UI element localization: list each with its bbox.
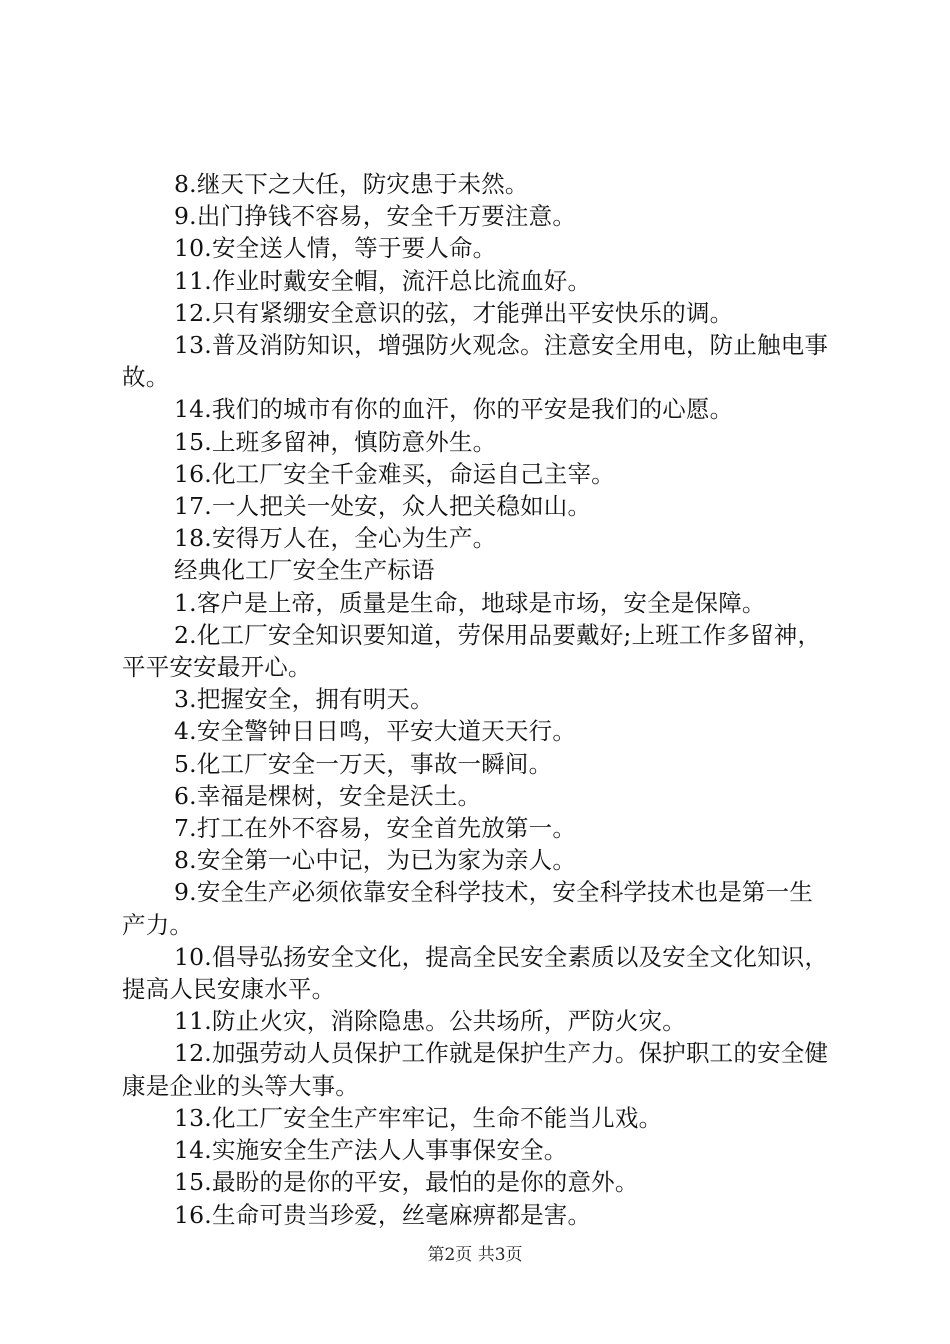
paragraph: 8.安全第一心中记，为已为家为亲人。 — [174, 846, 577, 875]
paragraph: 10.倡导弘扬安全文化，提高全民安全素质以及安全文化知识，提高人民安康水平。 — [122, 942, 829, 1004]
paragraph: 3.把握安全，拥有明天。 — [174, 685, 434, 714]
paragraph: 6.幸福是棵树，安全是沃土。 — [174, 781, 482, 810]
paragraph: 17.一人把关一处安，众人把关稳如山。 — [174, 492, 592, 521]
paragraph: 5.化工厂安全一万天，事故一瞬间。 — [174, 749, 553, 778]
paragraph: 15.最盼的是你的平安，最怕的是你的意外。 — [174, 1168, 639, 1197]
paragraph: 12.加强劳动人员保护工作就是保护生产力。保护职工的安全健康是企业的头等大事。 — [122, 1039, 829, 1100]
paragraph: 1.客户是上帝，质量是生命，地球是市场，安全是保障。 — [174, 588, 766, 617]
paragraph: 9.出门挣钱不容易，安全千万要注意。 — [174, 202, 577, 231]
paragraph: 7.打工在外不容易，安全首先放第一。 — [174, 814, 577, 843]
paragraph: 11.作业时戴安全帽，流汗总比流血好。 — [174, 266, 592, 295]
page-number: 第2页 共3页 — [427, 1245, 523, 1265]
paragraph: 14.实施安全生产法人人事事保安全。 — [174, 1136, 568, 1165]
paragraph: 16.化工厂安全千金难买，命运自己主宰。 — [174, 459, 615, 488]
document-body — [122, 168, 834, 1231]
paragraph: 12.只有紧绷安全意识的弦，才能弹出平安快乐的调。 — [174, 298, 734, 327]
section-heading: 经典化工厂安全生产标语 — [174, 556, 435, 585]
paragraph: 15.上班多留神，慎防意外生。 — [174, 427, 497, 456]
paragraph: 11.防止火灾，消除隐患。公共场所，严防火灾。 — [174, 1007, 686, 1036]
paragraph: 13.普及消防知识，增强防火观念。注意安全用电，防止触电事故。 — [122, 331, 829, 392]
paragraph: 4.安全警钟日日鸣，平安大道天天行。 — [174, 717, 577, 746]
paragraph: 10.安全送人情，等于要人命。 — [174, 234, 497, 263]
paragraph: 2.化工厂安全知识要知道，劳保用品要戴好;上班工作多留神，平平安安最开心。 — [122, 620, 822, 682]
paragraph: 9.安全生产必须依靠安全科学技术，安全科学技术也是第一生产力。 — [122, 878, 814, 939]
paragraph: 14.我们的城市有你的血汗，你的平安是我们的心愿。 — [174, 395, 734, 424]
paragraph: 13.化工厂安全生产牢牢记，生命不能当儿戏。 — [174, 1103, 663, 1132]
paragraph: 8.继天下之大任，防灾患于未然。 — [174, 170, 529, 198]
paragraph: 16.生命可贵当珍爱，丝毫麻痹都是害。 — [174, 1200, 592, 1229]
paragraph: 18.安得万人在，全心为生产。 — [174, 524, 497, 553]
